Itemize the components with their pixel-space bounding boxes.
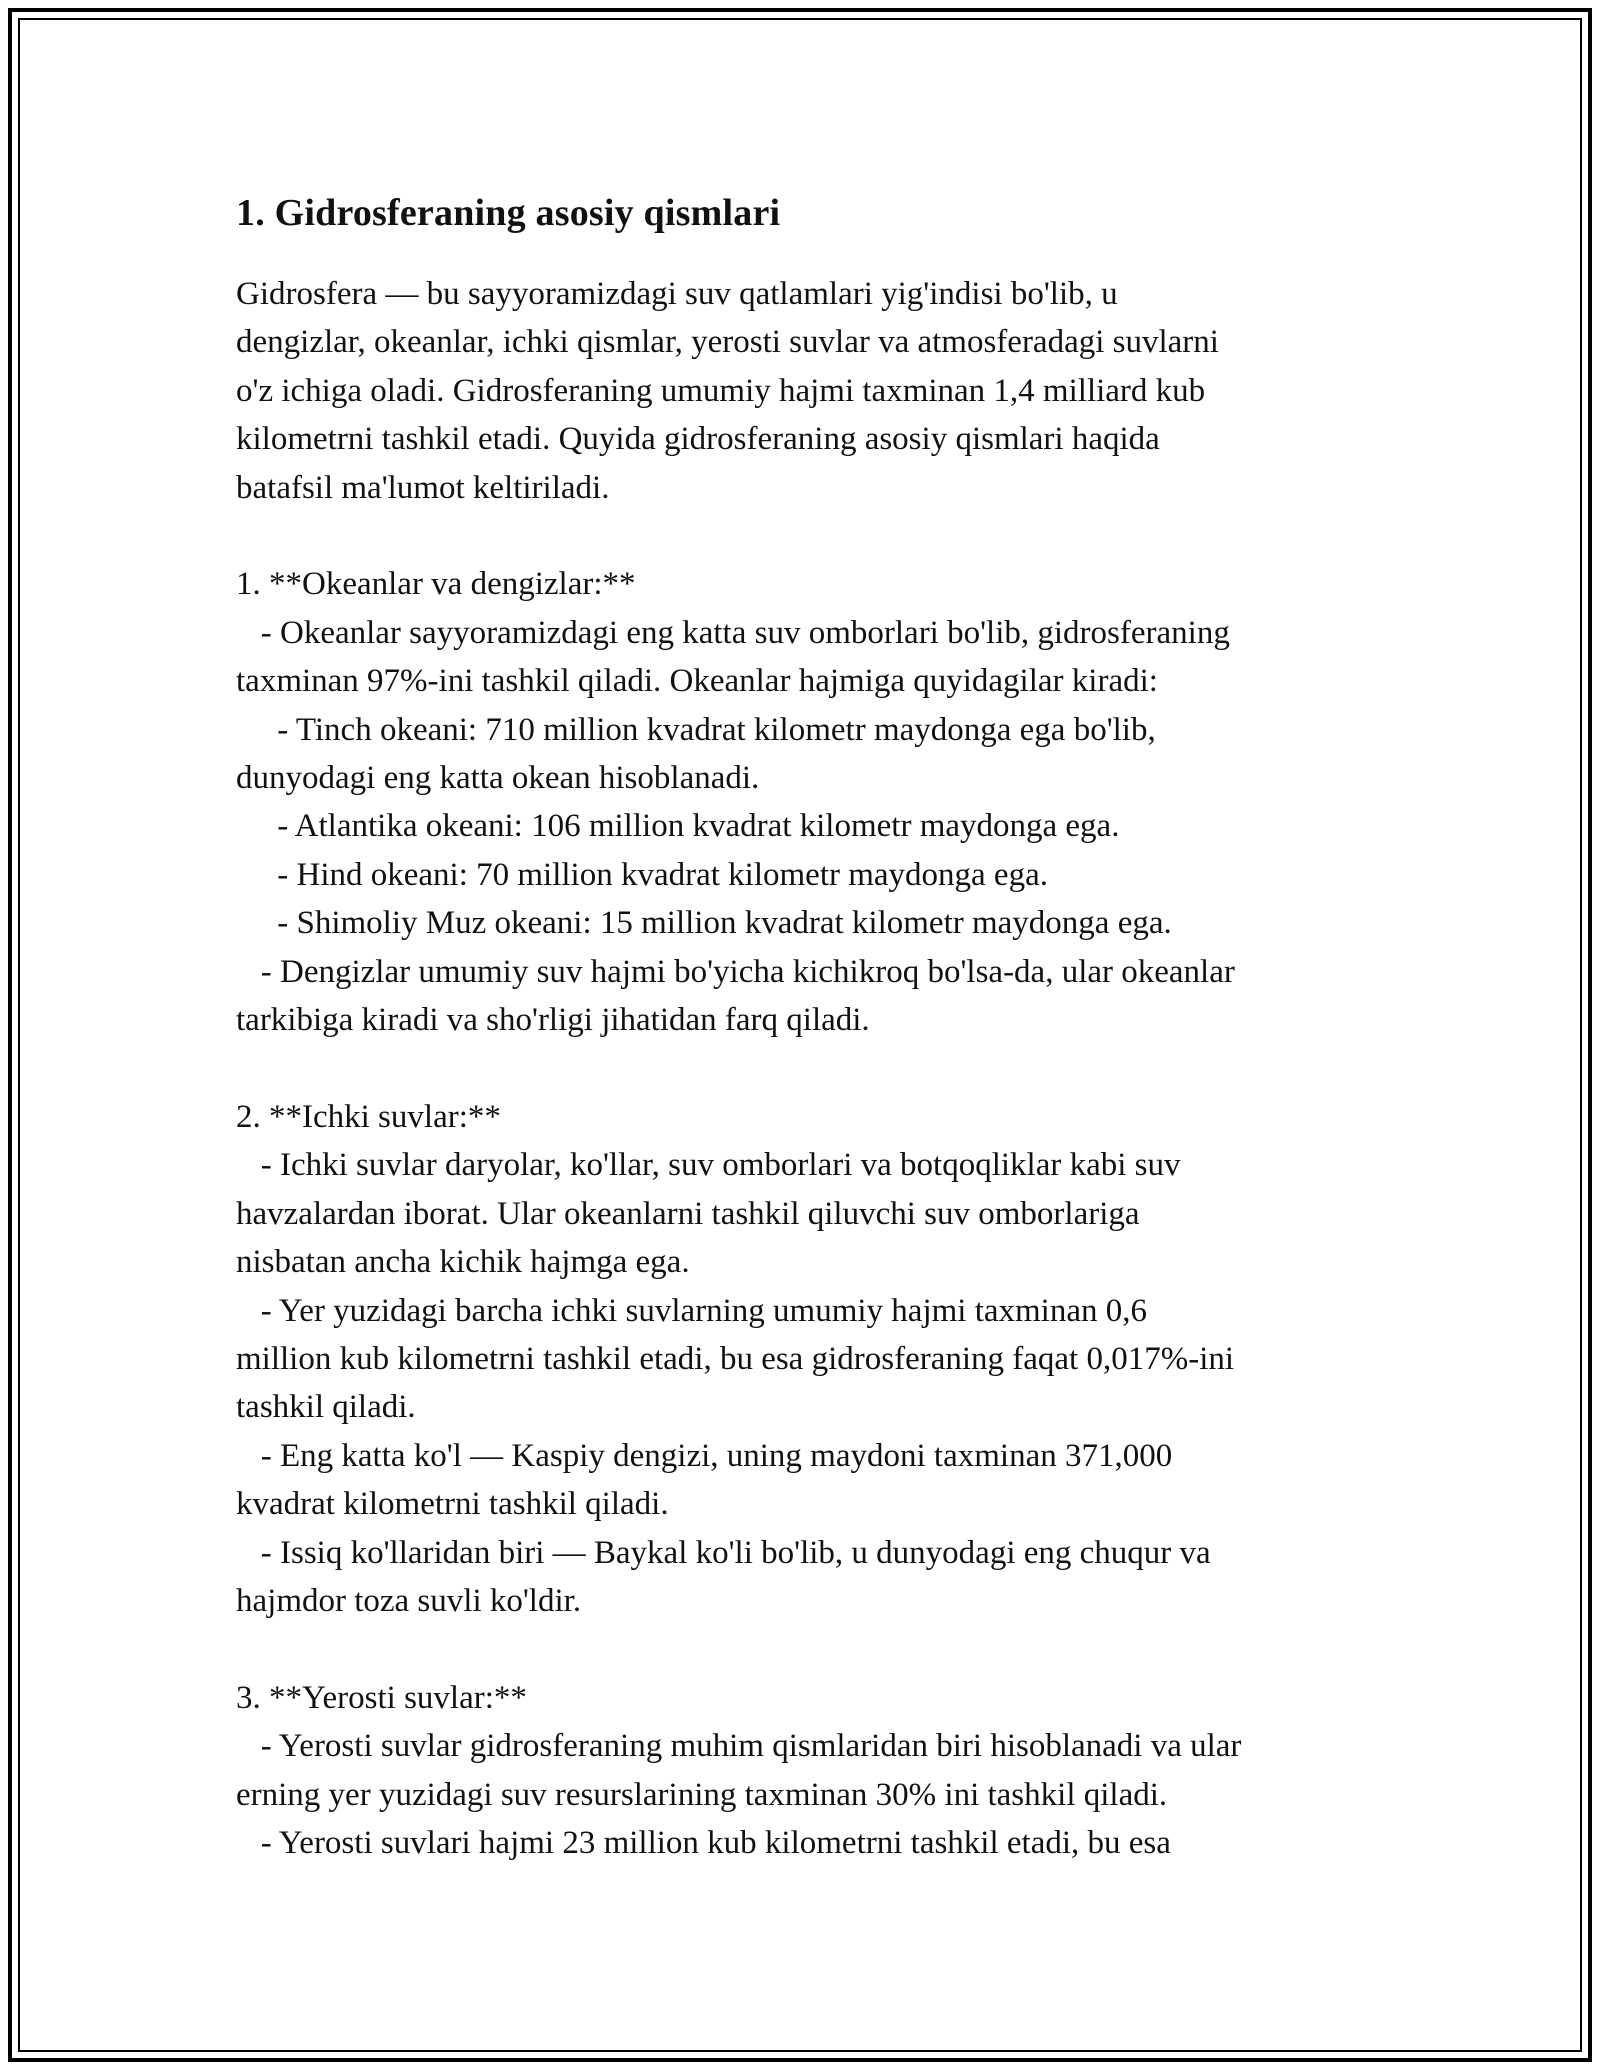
subsection-body-inland-waters: - Ichki suvlar daryolar, ko'llar, suv omborlari va botqoqliklar kabi suv havzalardan iborat. Ular okeanlarni tashkil qiluvchi suv omborlariga nisbatan ancha kichik hajmga ega. - Yer yuzidagi barcha ichki suvlarning umumiy hajmi taxminan 0,6 million kub kilometrni tashkil etadi, bu esa gidrosferaning faqat 0,017%-ini tashkil qiladi. - Eng katta ko'l — Kaspiy dengizi, uning maydoni taxminan 371,000 kvadrat kilometrni tashkil qiladi. - Issiq ko'llaridan biri — Baykal ko'li bo'lib, u dunyodagi eng chuqur va hajmdor toza suvli ko'ldir. [236, 1147, 1235, 1619]
intro-paragraph: Gidrosfera — bu sayyoramizdagi suv qatlamlari yig'indisi bo'lib, u dengizlar, okeanlar, ichki qismlar, yerosti suvlar va atmosferadagi suvlarni o'z ichiga oladi. Gidrosferaning umumiy hajmi taxminan 1,4 milliard kub kilometrni tashkil etadi. Quyida gidrosferaning asosiy qismlari haqida batafsil ma'lumot keltiriladi. [236, 276, 1219, 506]
document-body [236, 186, 1386, 1867]
subsection-heading-oceans: 1. **Okeanlar va dengizlar:** [236, 566, 636, 603]
spacer [236, 1625, 1386, 1673]
section-title: 1. Gidrosferaning asosiy qismlari [236, 192, 781, 234]
spacer [236, 512, 1386, 560]
subsection-body-groundwater: - Yerosti suvlar gidrosferaning muhim qismlaridan biri hisoblanadi va ular erning yer yuzidagi suv resurslarining taxminan 30% ini tashkil qiladi. - Yerosti suvlari hajmi 23 million kub kilometrni tashkil etadi, bu esa [236, 1728, 1242, 1861]
subsection-heading-groundwater: 3. **Yerosti suvlar:** [236, 1679, 527, 1716]
subsection-heading-inland-waters: 2. **Ichki suvlar:** [236, 1098, 501, 1135]
subsection-body-oceans: - Okeanlar sayyoramizdagi eng katta suv omborlari bo'lib, gidrosferaning taxminan 97%-ini tashkil qiladi. Okeanlar hajmiga quyidagilar kiradi: - Tinch okeani: 710 million kvadrat kilometr maydonga ega bo'lib, dunyodagi eng katta okean hisoblanadi. - Atlantika okeani: 106 million kvadrat kilometr maydonga ega. - Hind okeani: 70 million kvadrat kilometr maydonga ega. - Shimoliy Muz okeani: 15 million kvadrat kilometr maydonga ega. - Dengizlar umumiy suv hajmi bo'yicha kichikroq bo'lsa-da, ular okeanlar tarkibiga kiradi va sho'rligi jihatidan farq qiladi. [236, 614, 1235, 1039]
spacer [236, 1044, 1386, 1092]
